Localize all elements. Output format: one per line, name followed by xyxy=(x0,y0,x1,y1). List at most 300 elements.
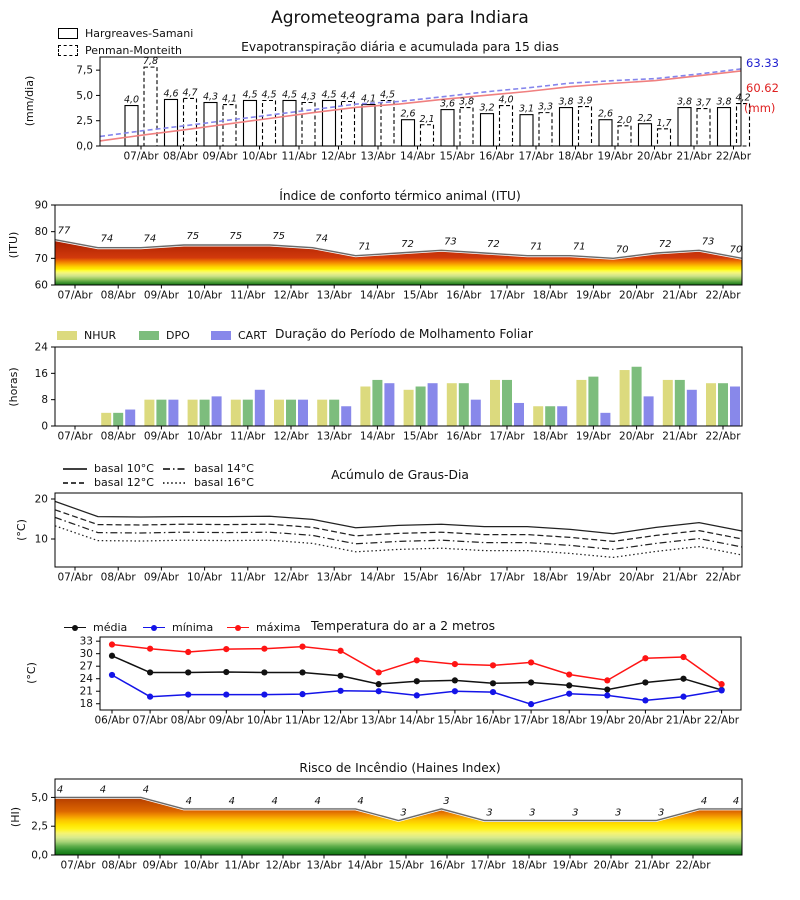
hargreaves-bar xyxy=(678,108,691,146)
bar-value-label: 2,0 xyxy=(616,114,633,126)
nhur-bar xyxy=(404,390,414,426)
point-value-label: 4 xyxy=(700,795,708,807)
x-tick-label: 07/Abr xyxy=(60,859,96,872)
itu-y-axis-label: (ITU) xyxy=(7,231,20,259)
penman-accumulated-total: 63.33 xyxy=(746,56,779,70)
cart-bar xyxy=(471,400,481,426)
mínima-point xyxy=(604,692,610,698)
point-value-label: 4 xyxy=(99,784,107,796)
maxima-line-dot-icon xyxy=(227,623,249,632)
point-value-label: 72 xyxy=(487,239,500,250)
x-tick-label: 07/Abr xyxy=(132,714,168,727)
bar-value-label: 4,0 xyxy=(498,94,514,106)
molhamento-chart xyxy=(35,342,742,443)
máxima-point xyxy=(338,648,344,654)
cart-bar xyxy=(730,387,740,427)
dpo-legend-item xyxy=(139,328,190,343)
point-value-label: 72 xyxy=(658,239,672,250)
máxima-point xyxy=(261,646,267,652)
point-value-label: 71 xyxy=(572,241,586,253)
haines-chart xyxy=(31,779,742,872)
dashdot-line-icon xyxy=(163,464,187,474)
x-tick-label: 21/Abr xyxy=(662,571,698,584)
cart-legend-item xyxy=(211,328,267,343)
hargreaves-bar xyxy=(165,99,178,146)
hargreaves-bar xyxy=(125,106,138,146)
y-tick-label: 0,0 xyxy=(31,849,48,862)
x-tick-label: 22/Abr xyxy=(705,430,741,443)
basal14-legend-item xyxy=(163,461,254,476)
x-tick-label: 13/Abr xyxy=(316,289,352,302)
média-point xyxy=(185,669,191,675)
x-tick-label: 11/Abr xyxy=(230,571,266,584)
mínima-point xyxy=(490,689,496,695)
x-tick-label: 09/Abr xyxy=(142,859,178,872)
bar-value-label: 4,5 xyxy=(379,89,396,101)
hargreaves-bar xyxy=(441,110,454,146)
x-tick-label: 17/Abr xyxy=(513,714,549,727)
point-value-label: 70 xyxy=(729,244,743,256)
x-tick-label: 20/Abr xyxy=(619,289,655,302)
mínima-point xyxy=(109,672,115,678)
x-tick-label: 15/Abr xyxy=(403,430,439,443)
minima-legend-label: mínima xyxy=(172,621,214,634)
nhur-bar xyxy=(706,383,716,426)
nhur-bar xyxy=(620,370,630,426)
bar-value-label: 4,5 xyxy=(261,89,277,101)
haines-title: Risco de Incêndio (Haines Index) xyxy=(299,761,501,775)
x-tick-label: 14/Abr xyxy=(359,289,395,302)
x-tick-label: 08/Abr xyxy=(100,430,136,443)
hargreaves-accumulated-total: 60.62 xyxy=(746,81,779,95)
x-tick-label: 09/Abr xyxy=(208,714,244,727)
minima-line-dot-icon xyxy=(143,623,165,632)
dpo-bar xyxy=(416,387,426,427)
point-value-label: 3 xyxy=(400,807,407,819)
y-tick-label: 70 xyxy=(34,252,48,265)
nhur-bar xyxy=(274,400,284,426)
bar-value-label: 3,9 xyxy=(577,95,593,107)
degree-day-line-solid xyxy=(55,501,742,533)
bar-value-label: 4,3 xyxy=(202,91,219,103)
y-tick-label: 24 xyxy=(79,673,93,686)
máxima-point xyxy=(719,681,725,687)
point-value-label: 73 xyxy=(701,236,715,248)
dotted-line-icon xyxy=(163,478,187,488)
mínima-point xyxy=(719,687,725,693)
cart-bar xyxy=(255,390,265,426)
penman-bar xyxy=(618,126,631,146)
hargreaves-bar xyxy=(599,120,612,146)
point-value-label: 3 xyxy=(529,807,536,819)
x-tick-label: 15/Abr xyxy=(437,714,473,727)
penman-bar xyxy=(500,106,513,146)
máxima-point xyxy=(452,661,458,667)
x-tick-label: 19/Abr xyxy=(589,714,625,727)
hargreaves-bar xyxy=(204,103,217,146)
mínima-point xyxy=(452,688,458,694)
média-point xyxy=(109,653,115,659)
x-tick-label: 16/Abr xyxy=(446,430,482,443)
x-tick-label: 17/Abr xyxy=(489,430,525,443)
x-tick-label: 20/Abr xyxy=(636,150,673,163)
x-tick-label: 19/Abr xyxy=(575,289,611,302)
x-tick-label: 22/Abr xyxy=(704,714,740,727)
cart-bar xyxy=(384,383,394,426)
dpo-bar xyxy=(243,400,253,426)
x-tick-label: 09/Abr xyxy=(143,571,179,584)
dashed-line-icon xyxy=(63,478,87,488)
x-tick-label: 09/Abr xyxy=(143,289,179,302)
cart-bar xyxy=(600,413,610,426)
eto-legend-row-hargreaves xyxy=(58,26,193,41)
x-tick-label: 08/Abr xyxy=(100,289,136,302)
bar-value-label: 1,7 xyxy=(656,117,672,129)
x-tick-label: 07/Abr xyxy=(57,430,93,443)
point-value-label: 3 xyxy=(657,807,665,819)
solid-line-icon xyxy=(63,464,87,474)
nhur-bar xyxy=(188,400,198,426)
bar-value-label: 7,8 xyxy=(142,56,159,68)
x-tick-label: 15/Abr xyxy=(403,289,439,302)
point-value-label: 75 xyxy=(186,231,200,242)
x-tick-label: 15/Abr xyxy=(439,150,475,163)
basal10-legend-label: basal 10°C xyxy=(94,462,154,475)
haines-y-axis-label: (HI) xyxy=(9,806,22,828)
y-tick-label: 80 xyxy=(34,226,48,239)
basal12-legend-item xyxy=(63,475,154,490)
x-tick-label: 21/Abr xyxy=(676,150,712,163)
x-tick-label: 08/Abr xyxy=(170,714,206,727)
hargreaves-bar xyxy=(560,108,573,146)
dpo-bar xyxy=(502,380,512,426)
x-tick-label: 07/Abr xyxy=(123,150,159,163)
média-point xyxy=(604,686,610,692)
x-tick-label: 14/Abr xyxy=(399,714,435,727)
média-point xyxy=(452,677,458,683)
x-tick-label: 11/Abr xyxy=(230,430,266,443)
hargreaves-bar xyxy=(283,100,296,146)
dpo-bar xyxy=(632,367,642,426)
y-tick-label: 18 xyxy=(79,698,93,711)
bar-value-label: 4,2 xyxy=(735,92,751,104)
x-tick-label: 14/Abr xyxy=(359,571,395,584)
penman-bar xyxy=(579,107,592,146)
point-value-label: 74 xyxy=(315,233,328,245)
x-tick-label: 13/Abr xyxy=(306,859,342,872)
point-value-label: 4 xyxy=(142,784,150,796)
mínima-point xyxy=(642,697,648,703)
bar-value-label: 3,8 xyxy=(676,96,693,108)
x-tick-label: 14/Abr xyxy=(347,859,383,872)
x-tick-label: 15/Abr xyxy=(403,571,439,584)
hargreaves-bar xyxy=(520,115,533,146)
dpo-bar xyxy=(718,383,728,426)
nhur-bar xyxy=(231,400,241,426)
maxima-legend-label: máxima xyxy=(256,621,301,634)
bar-value-label: 3,7 xyxy=(695,97,712,109)
x-tick-label: 20/Abr xyxy=(619,430,655,443)
x-tick-label: 20/Abr xyxy=(619,571,655,584)
point-value-label: 74 xyxy=(143,233,157,245)
média-point xyxy=(566,682,572,688)
x-tick-label: 06/Abr xyxy=(94,714,130,727)
bar-value-label: 4,1 xyxy=(360,93,377,105)
x-tick-label: 17/Abr xyxy=(470,859,506,872)
basal14-legend-label: basal 14°C xyxy=(194,462,254,475)
x-tick-label: 10/Abr xyxy=(187,289,223,302)
x-tick-label: 13/Abr xyxy=(360,150,396,163)
y-tick-label: 0,0 xyxy=(76,140,93,153)
hargreaves-bar xyxy=(481,114,494,146)
x-tick-label: 12/Abr xyxy=(265,859,301,872)
x-tick-label: 08/Abr xyxy=(101,859,137,872)
x-tick-label: 12/Abr xyxy=(273,289,309,302)
penman-legend-label: Penman-Monteith xyxy=(85,44,182,57)
x-tick-label: 22/Abr xyxy=(705,571,741,584)
média-point xyxy=(414,678,420,684)
point-value-label: 4 xyxy=(271,795,278,807)
x-tick-label: 18/Abr xyxy=(532,289,568,302)
point-value-label: 4 xyxy=(732,795,740,807)
x-tick-label: 17/Abr xyxy=(489,289,525,302)
x-tick-label: 14/Abr xyxy=(359,430,395,443)
bar-value-label: 4,5 xyxy=(242,89,258,101)
máxima-point xyxy=(223,646,229,652)
x-tick-label: 18/Abr xyxy=(557,150,594,163)
dpo-bar xyxy=(286,400,296,426)
mínima-point xyxy=(299,691,305,697)
dpo-bar xyxy=(200,400,210,426)
nhur-bar xyxy=(533,406,543,426)
bar-value-label: 3,2 xyxy=(479,102,495,114)
mínima-point xyxy=(528,701,534,707)
y-tick-label: 24 xyxy=(34,341,48,354)
point-value-label: 75 xyxy=(229,231,243,242)
itu-title: Índice de conforto térmico animal (ITU) xyxy=(279,189,521,203)
penman-bar xyxy=(381,100,394,146)
x-tick-label: 16/Abr xyxy=(475,714,511,727)
mínima-point xyxy=(147,694,153,700)
máxima-point xyxy=(604,677,610,683)
dpo-legend-label: DPO xyxy=(166,329,190,342)
temperatura-y-axis-label: (°C) xyxy=(25,662,38,684)
point-value-label: 71 xyxy=(358,241,371,253)
bar-value-label: 3,8 xyxy=(458,96,475,108)
eto-y-axis-label: (mm/dia) xyxy=(23,75,36,127)
penman-bar-icon xyxy=(58,45,78,56)
basal16-legend-item xyxy=(163,475,254,490)
bar-value-label: 4,0 xyxy=(123,94,140,106)
x-tick-label: 19/Abr xyxy=(552,859,588,872)
y-tick-label: 10 xyxy=(34,533,48,546)
y-tick-label: 2,5 xyxy=(31,820,48,833)
x-tick-label: 07/Abr xyxy=(57,289,93,302)
máxima-point xyxy=(376,669,382,675)
basal16-legend-label: basal 16°C xyxy=(194,476,254,489)
hargreaves-legend-label: Hargreaves-Samani xyxy=(85,27,194,40)
cart-legend-label: CART xyxy=(238,329,267,342)
y-tick-label: 5,0 xyxy=(76,89,93,102)
media-legend-item xyxy=(64,620,127,635)
maxima-legend-item xyxy=(227,620,300,635)
minima-legend-item xyxy=(143,620,213,635)
cart-bar xyxy=(341,406,351,426)
penman-bar xyxy=(658,129,671,146)
x-tick-label: 20/Abr xyxy=(593,859,629,872)
x-tick-label: 10/Abr xyxy=(187,430,223,443)
mínima-point xyxy=(261,691,267,697)
figure-title: Agrometeograma para Indiara xyxy=(271,8,529,28)
x-tick-label: 18/Abr xyxy=(551,714,587,727)
cart-bar xyxy=(168,400,178,426)
cart-bar xyxy=(514,403,524,426)
point-value-label: 70 xyxy=(615,244,629,256)
mínima-point xyxy=(414,692,420,698)
penman-bar xyxy=(539,113,552,146)
cart-swatch-icon xyxy=(211,331,231,340)
bar-value-label: 4,5 xyxy=(321,89,337,101)
x-tick-label: 16/Abr xyxy=(429,859,465,872)
dpo-swatch-icon xyxy=(139,331,159,340)
temperatura-title: Temperatura do ar a 2 metros xyxy=(311,619,496,633)
bar-value-label: 4,6 xyxy=(163,88,179,100)
máxima-point xyxy=(147,646,153,652)
bar-value-label: 2,6 xyxy=(597,108,614,120)
dpo-bar xyxy=(372,380,382,426)
x-tick-label: 18/Abr xyxy=(532,430,568,443)
molhamento-y-axis-label: (horas) xyxy=(7,367,20,407)
y-tick-label: 2,5 xyxy=(76,115,93,128)
penman-bar xyxy=(302,103,315,146)
x-tick-label: 10/Abr xyxy=(246,714,282,727)
cart-bar xyxy=(644,396,654,426)
x-tick-label: 11/Abr xyxy=(230,289,266,302)
point-value-label: 72 xyxy=(401,239,414,250)
x-tick-label: 10/Abr xyxy=(241,150,278,163)
hargreaves-bar xyxy=(718,108,731,146)
máxima-point xyxy=(109,641,115,647)
temperatura-chart xyxy=(80,636,741,727)
nhur-bar xyxy=(663,380,673,426)
bar-value-label: 4,4 xyxy=(340,90,356,102)
x-tick-label: 08/Abr xyxy=(162,150,199,163)
media-line-dot-icon xyxy=(64,623,86,632)
média-point xyxy=(680,676,686,682)
média-point xyxy=(223,669,229,675)
eto-chart xyxy=(76,56,751,162)
point-value-label: 3 xyxy=(486,807,493,819)
hargreaves-bar xyxy=(244,100,257,146)
bar-value-label: 2,6 xyxy=(400,108,416,120)
y-tick-label: 5,0 xyxy=(31,791,48,804)
nhur-bar xyxy=(101,413,111,426)
x-tick-label: 16/Abr xyxy=(478,150,515,163)
x-tick-label: 12/Abr xyxy=(273,430,309,443)
média-point xyxy=(338,673,344,679)
molhamento-title: Duração do Período de Molhamento Foliar xyxy=(275,327,533,341)
hargreaves-bar xyxy=(362,105,375,146)
basal12-legend-label: basal 12°C xyxy=(94,476,154,489)
point-value-label: 3 xyxy=(443,795,450,807)
itu-chart xyxy=(35,200,743,302)
y-tick-label: 90 xyxy=(34,199,48,212)
x-tick-label: 19/Abr xyxy=(597,150,633,163)
dpo-bar xyxy=(156,400,166,426)
bar-value-label: 2,1 xyxy=(419,113,435,125)
x-tick-label: 12/Abr xyxy=(320,150,357,163)
basal10-legend-item xyxy=(63,461,154,476)
point-value-label: 4 xyxy=(314,795,321,807)
eto-legend-row-penman xyxy=(58,43,193,58)
cart-bar xyxy=(298,400,308,426)
máxima-point xyxy=(528,659,534,665)
graus-dia-y-axis-label: (°C) xyxy=(15,519,28,541)
point-value-label: 77 xyxy=(57,225,71,237)
x-tick-label: 21/Abr xyxy=(662,430,698,443)
x-tick-label: 22/Abr xyxy=(705,289,741,302)
x-tick-label: 17/Abr xyxy=(518,150,554,163)
point-value-label: 4 xyxy=(357,795,364,807)
x-tick-label: 17/Abr xyxy=(489,571,525,584)
x-tick-label: 08/Abr xyxy=(100,571,136,584)
x-tick-label: 13/Abr xyxy=(316,571,352,584)
nhur-legend-item xyxy=(57,328,116,343)
point-value-label: 3 xyxy=(615,807,622,819)
bar-value-label: 3,8 xyxy=(716,96,732,108)
point-value-label: 71 xyxy=(529,241,543,253)
x-tick-label: 10/Abr xyxy=(187,571,223,584)
x-tick-label: 16/Abr xyxy=(446,289,482,302)
y-tick-label: 8 xyxy=(41,394,48,407)
nhur-bar xyxy=(490,380,500,426)
bar-value-label: 3,1 xyxy=(518,103,535,115)
y-tick-label: 21 xyxy=(79,685,93,698)
point-value-label: 75 xyxy=(272,231,286,242)
x-tick-label: 11/Abr xyxy=(281,150,317,163)
y-tick-label: 60 xyxy=(34,279,48,292)
y-tick-label: 20 xyxy=(34,493,48,506)
x-tick-label: 18/Abr xyxy=(532,571,568,584)
máxima-point xyxy=(299,643,305,649)
penman-bar xyxy=(460,108,473,146)
x-tick-label: 16/Abr xyxy=(446,571,482,584)
point-value-label: 73 xyxy=(444,236,457,248)
x-tick-label: 19/Abr xyxy=(575,571,611,584)
cart-bar xyxy=(557,406,567,426)
dpo-bar xyxy=(459,383,469,426)
x-tick-label: 12/Abr xyxy=(323,714,359,727)
nhur-swatch-icon xyxy=(57,331,77,340)
máxima-point xyxy=(680,654,686,660)
dpo-bar xyxy=(588,377,598,426)
bar-value-label: 4,3 xyxy=(300,91,317,103)
hargreaves-bar xyxy=(639,124,652,146)
nhur-bar xyxy=(447,383,457,426)
x-tick-label: 20/Abr xyxy=(627,714,663,727)
bar-value-label: 3,8 xyxy=(558,96,574,108)
mínima-point xyxy=(376,688,382,694)
máxima-point xyxy=(566,671,572,677)
hargreaves-bar-icon xyxy=(58,28,78,39)
x-tick-label: 10/Abr xyxy=(183,859,219,872)
x-tick-label: 13/Abr xyxy=(316,430,352,443)
dpo-bar xyxy=(675,380,685,426)
x-tick-label: 15/Abr xyxy=(388,859,424,872)
x-tick-label: 09/Abr xyxy=(143,430,179,443)
mínima-point xyxy=(566,691,572,697)
nhur-bar xyxy=(144,400,154,426)
